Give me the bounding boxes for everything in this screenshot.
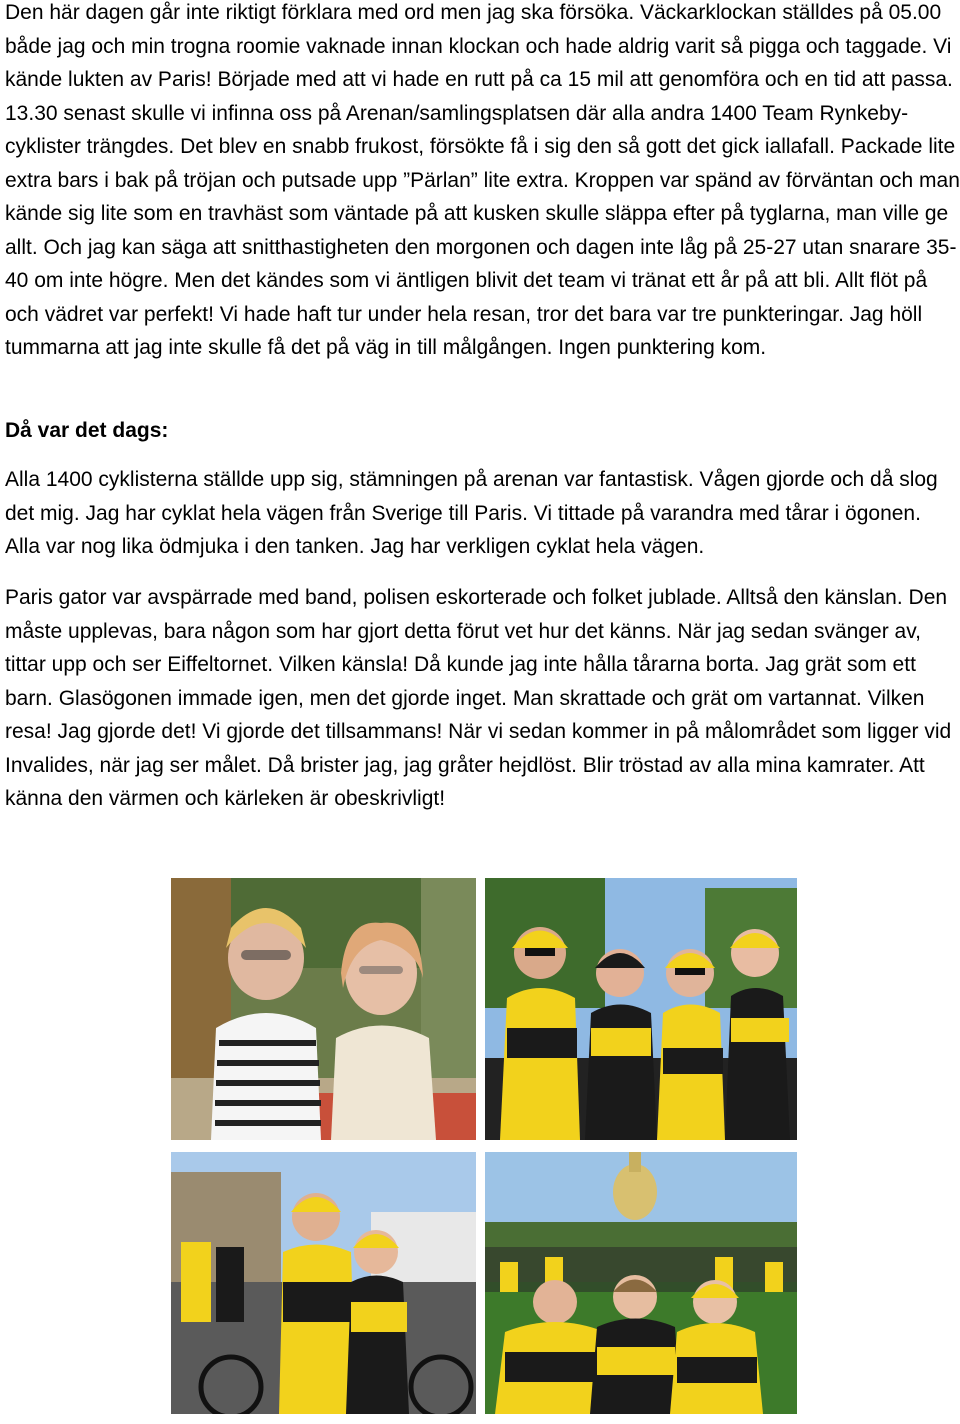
intro-paragraph: Den här dagen går inte riktigt förklara med ord men jag ska försöka. Väckarklockan ställdes på 05.00 både jag och min trogna roomie vaknade innan klockan och hade aldrig varit så pigga och taggade. Vi kände lukten av Paris! Började med att vi hade en rutt på ca 15 mil att genomföra och en tid att passa. 13.30 senast skulle vi infinna oss på Arenan/samlingsplatsen där alla andra 1400 Team Rynkeby-cyklister trängdes. Det blev en snabb frukost, försökte få i sig den så gott det gick iallafall. Packade lite extra bars i bak på tröjan och putsade upp ”Pärlan” lite extra. Kroppen var spänd av förväntan och man kände sig lite som en travhäst som väntade på att kusken skulle släppa efter på tyglarna, man ville ge allt. Och jag kan säga att snitthastigheten den morgonen och dagen inte låg på 25-27 utan snarare 35-40 om inte högre. Men det kändes som vi äntligen blivit det team vi tränat ett år på att bli. Allt flöt på och vädret var perfekt! Vi hade haft tur under hela resan, tror det bara var tre punkteringar. Jag höll tummarna att jag inte skulle få det på väg in till målgången. Ingen punktering kom. [5,1,960,359]
photo-two-cyclists-bikes [171,1152,476,1414]
photo-two-women-cafe [171,878,476,1140]
section-heading: Då var det dags: [5,419,169,442]
paris-paragraph: Paris gator var avspärrade med band, polisen eskorterade och folket jublade. Alltså den känslan. Den måste upplevas, bara någon som har gjort detta förut vet hur det känns. När jag sedan svänger av, tittar upp och ser Eiffeltornet. Vilken känsla! Då kunde jag inte hålla tårarna borta. Jag grät som ett barn. Glasögonen immade igen, men det gjorde inget. Man skrattade och grät om vartannat. Vilken resa! Jag gjorde det! Vi gjorde det tillsammans! När vi sedan kommer in på målområdet som ligger vid Invalides, när jag ser målet. Då brister jag, jag gråter hejdlöst. Blir tröstad av alla mina kamrater. Att känna den värmen och kärleken är obeskrivligt! [5,586,952,810]
arena-paragraph: Alla 1400 cyklisterna ställde upp sig, stämningen på arenan var fantastisk. Vågen gjorde och då slog det mig. Jag har cyklat hela vägen från Sverige till Paris. Vi tittade på varandra med tårar i ögonen. Alla var nog lika ödmjuka i den tanken. Jag har verkligen cyklat hela vägen. [5,468,938,558]
photo-cyclists-group [485,878,797,1140]
photo-group-invalides [485,1152,797,1414]
